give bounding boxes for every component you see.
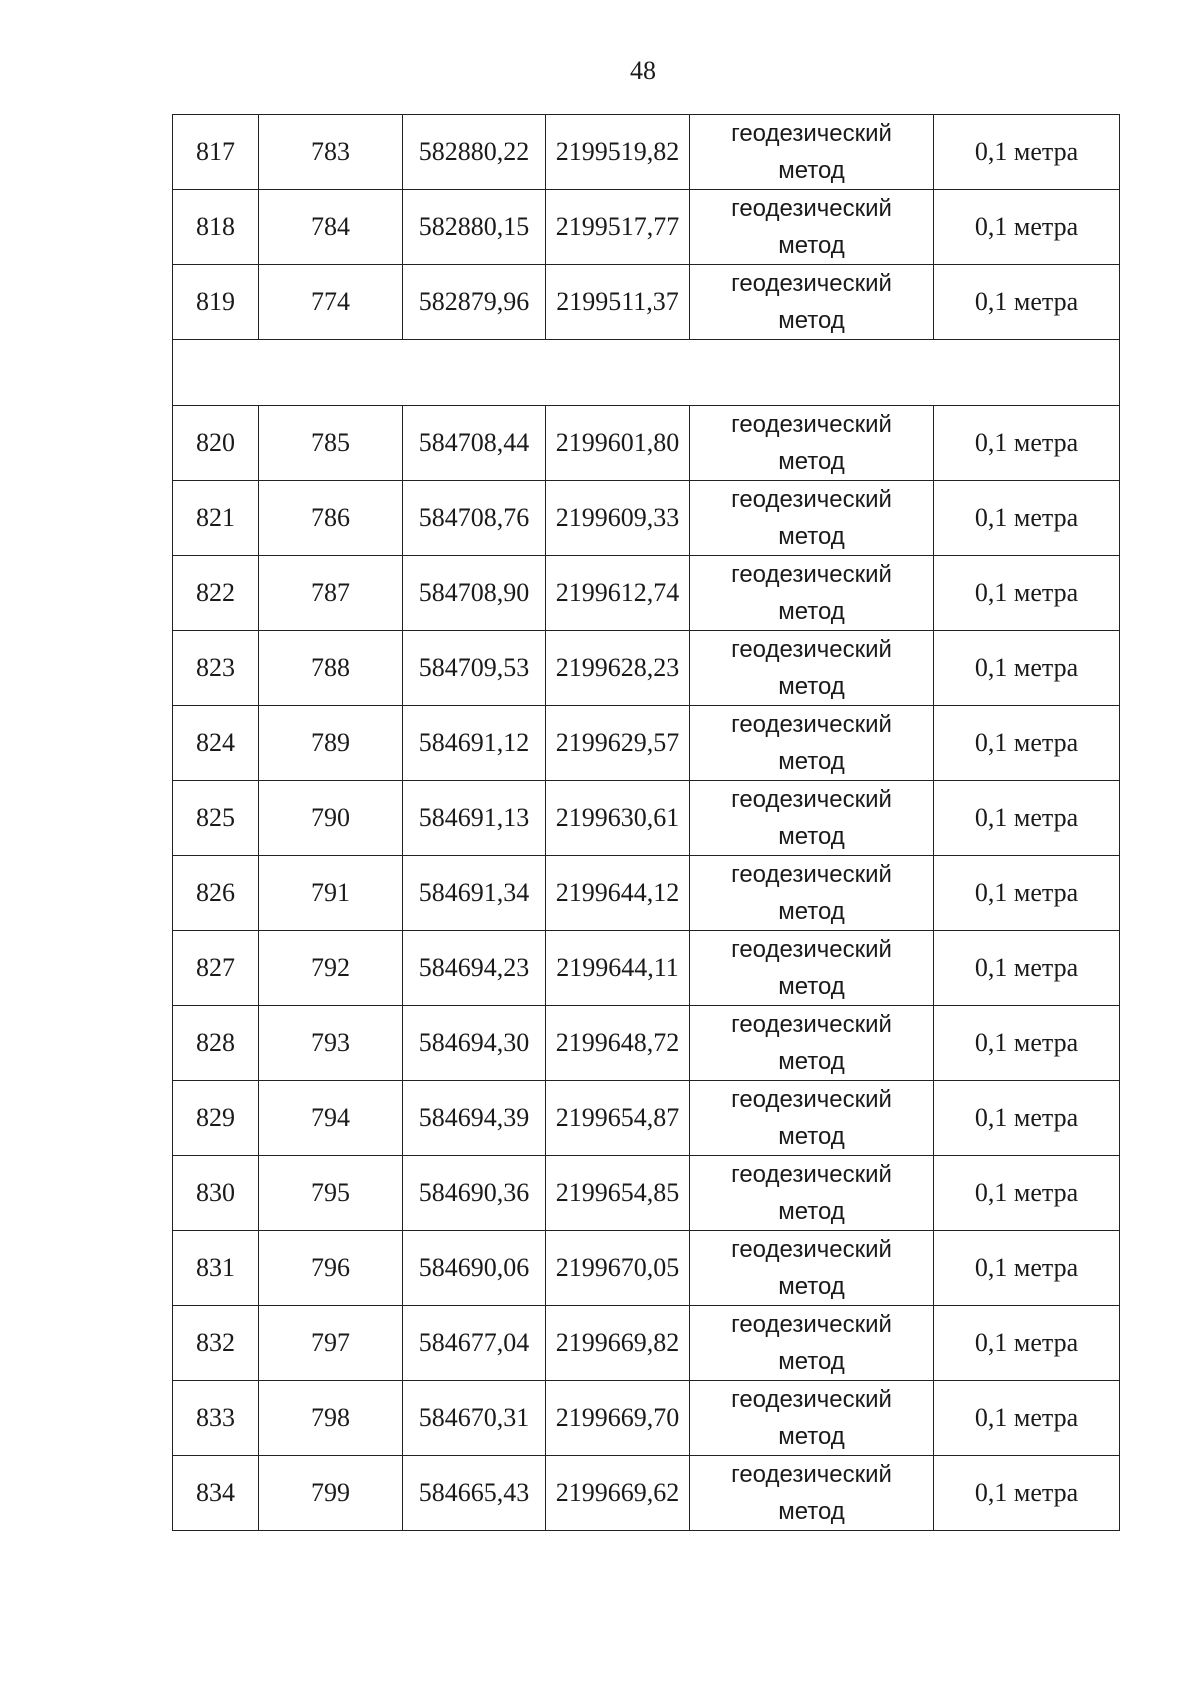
method-line-1: геодезический	[731, 561, 892, 588]
row-number-cell: 821	[173, 481, 259, 556]
table-row	[173, 406, 1120, 481]
method-line-2: метод	[778, 1273, 845, 1300]
table-body-bottom	[173, 406, 1120, 1531]
method-line-1: геодезический	[731, 1461, 892, 1488]
method-line-1: геодезический	[731, 486, 892, 513]
y-coordinate-cell: 2199629,57	[546, 706, 690, 781]
point-number-cell: 788	[259, 631, 403, 706]
x-coordinate-cell: 584694,23	[403, 931, 546, 1006]
method-line-1: геодезический	[731, 711, 892, 738]
y-coordinate-cell: 2199669,62	[546, 1456, 690, 1531]
method-line-1: геодезический	[731, 1086, 892, 1113]
method-line-2: метод	[778, 157, 845, 184]
method-line-1: геодезический	[731, 936, 892, 963]
table-body-top	[173, 115, 1120, 340]
y-coordinate-cell: 2199669,70	[546, 1381, 690, 1456]
x-coordinate-cell: 584690,36	[403, 1156, 546, 1231]
accuracy-cell: 0,1 метра	[934, 406, 1120, 481]
accuracy-cell: 0,1 метра	[934, 115, 1120, 190]
row-number-cell: 818	[173, 190, 259, 265]
row-number-cell: 826	[173, 856, 259, 931]
row-number-cell: 829	[173, 1081, 259, 1156]
method-line-1: геодезический	[731, 1236, 892, 1263]
method-line-1: геодезический	[731, 120, 892, 147]
method-line-2: метод	[778, 973, 845, 1000]
x-coordinate-cell: 582880,15	[403, 190, 546, 265]
method-cell	[690, 706, 934, 781]
point-number-cell: 795	[259, 1156, 403, 1231]
method-line-2: метод	[778, 307, 845, 334]
table-row	[173, 1231, 1120, 1306]
method-line-2: метод	[778, 232, 845, 259]
method-line-1: геодезический	[731, 1311, 892, 1338]
y-coordinate-cell: 2199644,11	[546, 931, 690, 1006]
table-row	[173, 1306, 1120, 1381]
row-number-cell: 833	[173, 1381, 259, 1456]
point-number-cell: 799	[259, 1456, 403, 1531]
coordinates-table	[172, 114, 1120, 1531]
accuracy-cell: 0,1 метра	[934, 1156, 1120, 1231]
point-number-cell: 792	[259, 931, 403, 1006]
method-line-2: метод	[778, 1198, 845, 1225]
point-number-cell: 796	[259, 1231, 403, 1306]
point-number-cell: 793	[259, 1006, 403, 1081]
page-number: 48	[630, 56, 656, 85]
row-number-cell: 820	[173, 406, 259, 481]
method-line-2: метод	[778, 1123, 845, 1150]
y-coordinate-cell: 2199648,72	[546, 1006, 690, 1081]
method-line-1: геодезический	[731, 1386, 892, 1413]
y-coordinate-cell: 2199670,05	[546, 1231, 690, 1306]
x-coordinate-cell: 582880,22	[403, 115, 546, 190]
method-cell	[690, 1081, 934, 1156]
y-coordinate-cell: 2199644,12	[546, 856, 690, 931]
table-separator-section	[173, 340, 1120, 406]
point-number-cell: 774	[259, 265, 403, 340]
method-cell	[690, 781, 934, 856]
method-cell	[690, 856, 934, 931]
method-line-1: геодезический	[731, 195, 892, 222]
x-coordinate-cell: 584665,43	[403, 1456, 546, 1531]
method-line-1: геодезический	[731, 786, 892, 813]
method-line-1: геодезический	[731, 1011, 892, 1038]
table-row	[173, 115, 1120, 190]
x-coordinate-cell: 584694,30	[403, 1006, 546, 1081]
accuracy-cell: 0,1 метра	[934, 1381, 1120, 1456]
table-row	[173, 1006, 1120, 1081]
row-number-cell: 824	[173, 706, 259, 781]
row-number-cell: 831	[173, 1231, 259, 1306]
row-number-cell: 832	[173, 1306, 259, 1381]
method-cell	[690, 631, 934, 706]
method-line-1: геодезический	[731, 1161, 892, 1188]
y-coordinate-cell: 2199654,87	[546, 1081, 690, 1156]
table-row	[173, 481, 1120, 556]
x-coordinate-cell: 584708,76	[403, 481, 546, 556]
point-number-cell: 783	[259, 115, 403, 190]
method-cell	[690, 1231, 934, 1306]
x-coordinate-cell: 584708,44	[403, 406, 546, 481]
table-row	[173, 556, 1120, 631]
point-number-cell: 797	[259, 1306, 403, 1381]
x-coordinate-cell: 584690,06	[403, 1231, 546, 1306]
table-row	[173, 931, 1120, 1006]
point-number-cell: 791	[259, 856, 403, 931]
method-line-2: метод	[778, 598, 845, 625]
point-number-cell: 798	[259, 1381, 403, 1456]
method-line-2: метод	[778, 673, 845, 700]
y-coordinate-cell: 2199517,77	[546, 190, 690, 265]
point-number-cell: 787	[259, 556, 403, 631]
accuracy-cell: 0,1 метра	[934, 1006, 1120, 1081]
table-row	[173, 1381, 1120, 1456]
accuracy-cell: 0,1 метра	[934, 706, 1120, 781]
row-number-cell: 823	[173, 631, 259, 706]
y-coordinate-cell: 2199609,33	[546, 481, 690, 556]
x-coordinate-cell: 584691,12	[403, 706, 546, 781]
separator-row	[173, 340, 1120, 406]
method-line-2: метод	[778, 1498, 845, 1525]
table-row	[173, 1081, 1120, 1156]
method-cell	[690, 481, 934, 556]
method-line-1: геодезический	[731, 270, 892, 297]
method-cell	[690, 1006, 934, 1081]
row-number-cell: 834	[173, 1456, 259, 1531]
row-number-cell: 828	[173, 1006, 259, 1081]
method-line-2: метод	[778, 823, 845, 850]
method-line-2: метод	[778, 523, 845, 550]
method-cell	[690, 556, 934, 631]
method-cell	[690, 1156, 934, 1231]
method-line-2: метод	[778, 448, 845, 475]
accuracy-cell: 0,1 метра	[934, 1231, 1120, 1306]
table-row	[173, 856, 1120, 931]
accuracy-cell: 0,1 метра	[934, 190, 1120, 265]
point-number-cell: 789	[259, 706, 403, 781]
row-number-cell: 819	[173, 265, 259, 340]
x-coordinate-cell: 584691,13	[403, 781, 546, 856]
method-line-1: геодезический	[731, 636, 892, 663]
x-coordinate-cell: 584670,31	[403, 1381, 546, 1456]
method-cell	[690, 1456, 934, 1531]
x-coordinate-cell: 584709,53	[403, 631, 546, 706]
method-line-2: метод	[778, 898, 845, 925]
method-cell	[690, 190, 934, 265]
method-cell	[690, 265, 934, 340]
method-line-2: метод	[778, 1048, 845, 1075]
y-coordinate-cell: 2199519,82	[546, 115, 690, 190]
accuracy-cell: 0,1 метра	[934, 556, 1120, 631]
method-line-2: метод	[778, 748, 845, 775]
table-row	[173, 190, 1120, 265]
point-number-cell: 786	[259, 481, 403, 556]
accuracy-cell: 0,1 метра	[934, 1306, 1120, 1381]
table-row	[173, 1456, 1120, 1531]
row-number-cell: 827	[173, 931, 259, 1006]
row-number-cell: 817	[173, 115, 259, 190]
table-row	[173, 1156, 1120, 1231]
accuracy-cell: 0,1 метра	[934, 931, 1120, 1006]
method-cell	[690, 115, 934, 190]
x-coordinate-cell: 584691,34	[403, 856, 546, 931]
method-cell	[690, 1306, 934, 1381]
method-cell	[690, 406, 934, 481]
x-coordinate-cell: 584694,39	[403, 1081, 546, 1156]
accuracy-cell: 0,1 метра	[934, 781, 1120, 856]
method-cell	[690, 1381, 934, 1456]
table-row	[173, 781, 1120, 856]
y-coordinate-cell: 2199612,74	[546, 556, 690, 631]
row-number-cell: 830	[173, 1156, 259, 1231]
method-line-1: геодезический	[731, 861, 892, 888]
y-coordinate-cell: 2199511,37	[546, 265, 690, 340]
row-number-cell: 822	[173, 556, 259, 631]
y-coordinate-cell: 2199601,80	[546, 406, 690, 481]
x-coordinate-cell: 582879,96	[403, 265, 546, 340]
point-number-cell: 784	[259, 190, 403, 265]
accuracy-cell: 0,1 метра	[934, 265, 1120, 340]
table-row	[173, 706, 1120, 781]
row-number-cell: 825	[173, 781, 259, 856]
accuracy-cell: 0,1 метра	[934, 1456, 1120, 1531]
method-line-2: метод	[778, 1348, 845, 1375]
table-row	[173, 631, 1120, 706]
table-row	[173, 265, 1120, 340]
y-coordinate-cell: 2199669,82	[546, 1306, 690, 1381]
accuracy-cell: 0,1 метра	[934, 481, 1120, 556]
separator-cell	[173, 340, 1120, 406]
point-number-cell: 794	[259, 1081, 403, 1156]
y-coordinate-cell: 2199628,23	[546, 631, 690, 706]
method-cell	[690, 931, 934, 1006]
accuracy-cell: 0,1 метра	[934, 856, 1120, 931]
x-coordinate-cell: 584708,90	[403, 556, 546, 631]
method-line-2: метод	[778, 1423, 845, 1450]
point-number-cell: 785	[259, 406, 403, 481]
y-coordinate-cell: 2199654,85	[546, 1156, 690, 1231]
accuracy-cell: 0,1 метра	[934, 631, 1120, 706]
point-number-cell: 790	[259, 781, 403, 856]
y-coordinate-cell: 2199630,61	[546, 781, 690, 856]
x-coordinate-cell: 584677,04	[403, 1306, 546, 1381]
method-line-1: геодезический	[731, 411, 892, 438]
accuracy-cell: 0,1 метра	[934, 1081, 1120, 1156]
